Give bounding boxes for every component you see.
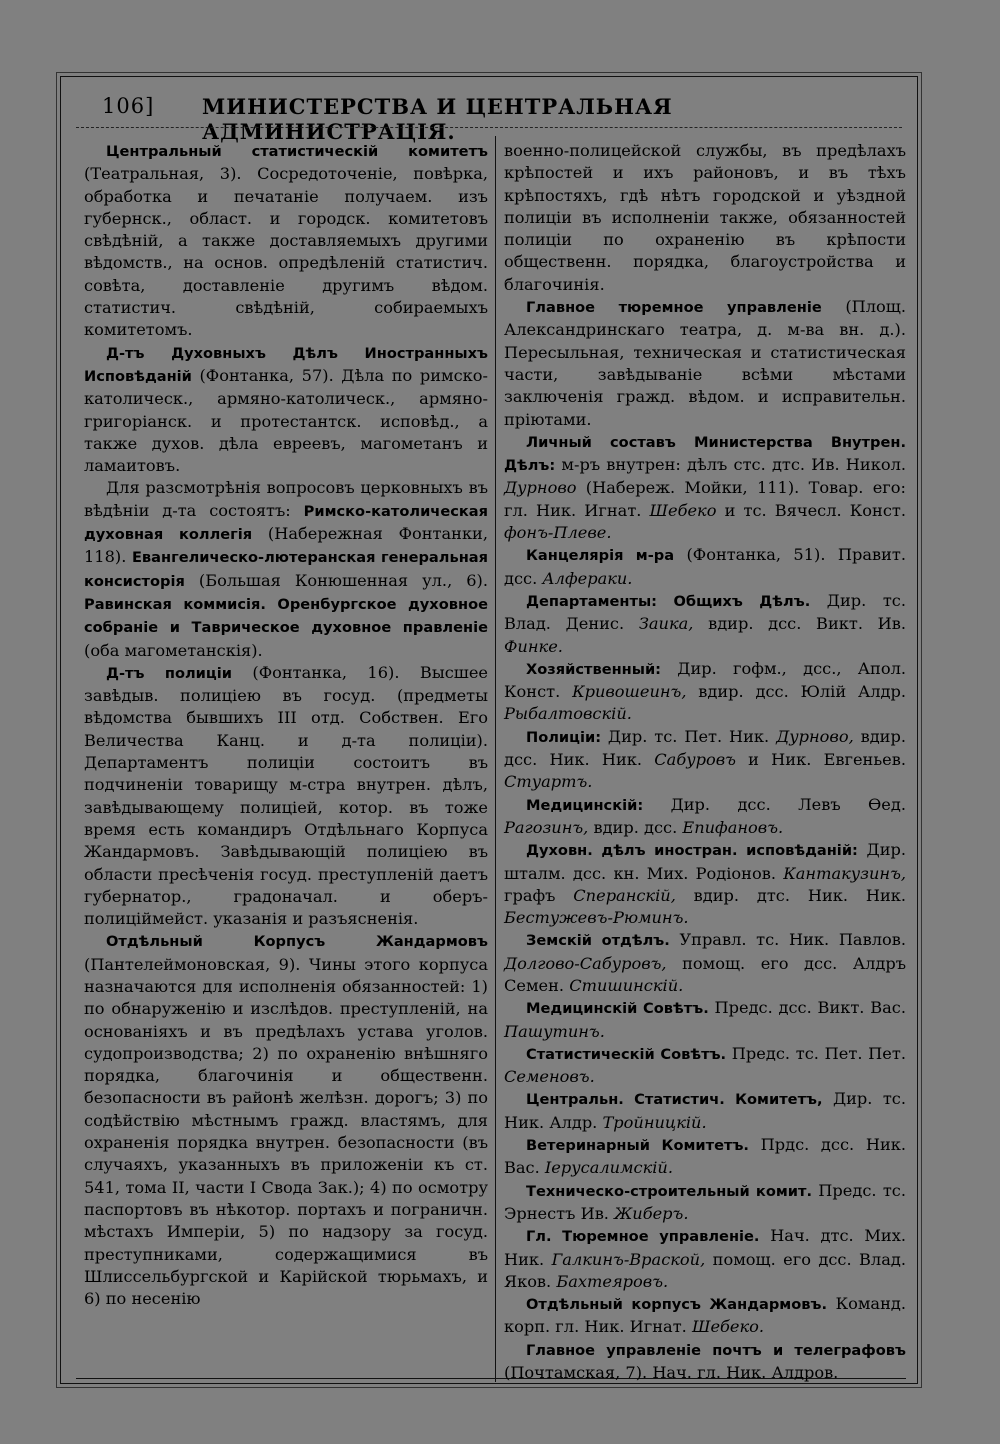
entry-heading: Земскій отдѣлъ.: [526, 932, 670, 950]
person-name: Алфераки.: [542, 568, 633, 588]
entry-heading: Римско-католическая духовная коллегія: [84, 502, 488, 544]
left-column: [84, 140, 488, 1310]
person-name: Іерусалимскій.: [544, 1158, 673, 1178]
column-divider: [495, 136, 496, 1382]
person-name: Дурново: [504, 478, 577, 498]
person-name: Кривошеинъ,: [572, 682, 687, 702]
header-rule: [76, 127, 902, 134]
entry-text: Дир. тс. Ник. Алдр.: [504, 1089, 906, 1132]
person-name: Стуартъ.: [504, 772, 593, 792]
entry-heading: Д-тъ Духовныхъ Дѣлъ Иностранныхъ Исповѣданій: [84, 344, 488, 385]
entry-heading: Хозяйственный:: [526, 660, 662, 678]
page-title: МИНИСТЕРСТВА И ЦЕНТРАЛЬНАЯ АДМИНИСТРАЦІЯ.: [202, 94, 673, 144]
entry-text: вдир. дсс. Ник. Ник.: [504, 726, 906, 770]
entry-text: (Фонтанка, 16). Высшее завѣдыв. полиціею въ госуд. (предметы вѣдомства бывшихъ III отд. Собствен. Его Величества Канц. и д-та полиціи). Департаментъ полиціи состоитъ въ подчиненіи товарищу м-стра внутрен. дѣлъ, завѣдывающему полиціей, котор. въ тоже время есть командиръ Отдѣльнаго Корпуса Жандармовъ. Завѣдывающій полиціею въ области пресѣченія госуд. преступленій даетъ губернатор., градоначал. и оберъ-полиціймейст. указанія и разъясненія.: [84, 662, 488, 929]
entry-heading: Д-тъ полиціи: [106, 664, 232, 682]
entry-heading: Отдѣльный корпусъ Жандармовъ.: [526, 1296, 827, 1314]
entry-text: (оба магометанскія).: [84, 640, 263, 660]
entry-text: (Фонтанка, 51). Правит. дсс.: [504, 545, 906, 588]
right-column: [504, 140, 906, 1384]
entry-text: (Набереж. Мойки, 111). Товар. его: гл. Ник. Игнат.: [504, 478, 906, 520]
person-name: Тройницкій.: [602, 1112, 707, 1132]
paragraph: [504, 1225, 906, 1293]
entry-text: Прдс. дсс. Ник. Вас.: [504, 1135, 906, 1178]
paragraph: [84, 930, 488, 1310]
paragraph: [504, 658, 906, 726]
entry-heading: Статистическій Совѣтъ.: [526, 1045, 727, 1063]
entry-heading: Центральн. Статистич. Комитетъ,: [526, 1091, 823, 1109]
entry-heading: Медицинскій Совѣтъ.: [526, 1000, 709, 1018]
person-name: Шебеко: [649, 500, 717, 520]
paragraph: [504, 544, 906, 590]
person-name: Жиберъ.: [614, 1203, 689, 1223]
paragraph: [504, 997, 906, 1043]
person-name: Пашутинъ.: [504, 1021, 605, 1041]
entry-text: Дир. тс. Влад. Денис.: [504, 590, 906, 634]
entry-text: и тс. Вячесл. Конст.: [716, 500, 906, 520]
entry-text: помощ. его дсс. Влад. Яков.: [504, 1249, 906, 1291]
paragraph: [84, 662, 488, 931]
person-name: Финке.: [504, 636, 563, 656]
person-name: Епифановъ.: [682, 817, 784, 837]
paragraph: [504, 1088, 906, 1134]
person-name: Сперанскій,: [573, 885, 676, 905]
paragraph: [84, 477, 488, 661]
paragraph: [84, 342, 488, 478]
entry-heading: Центральный статистическій комитетъ: [106, 143, 488, 160]
entry-text: Предс. тс. Эрнестъ Ив.: [504, 1180, 906, 1223]
entry-heading: Медицинскій:: [526, 796, 644, 814]
paragraph: [504, 726, 906, 794]
entry-text: вдир. дтс. Ник. Ник.: [675, 885, 907, 905]
person-name: Заика,: [638, 614, 694, 634]
paragraph: [504, 431, 906, 544]
person-name: Сабуровъ: [654, 750, 736, 770]
entry-heading: Духовн. дѣлъ иностран. исповѣданій:: [526, 842, 858, 860]
entry-heading: Гл. Тюремное управленіе.: [526, 1228, 760, 1246]
person-name: Галкинъ-Враской,: [551, 1249, 706, 1269]
person-name: Рагозинъ,: [504, 817, 589, 837]
entry-text: Предс. дсс. Викт. Вас.: [708, 998, 906, 1018]
page-header: [102, 94, 902, 144]
person-name: Стишинскій.: [569, 975, 684, 995]
paragraph: [504, 1043, 906, 1089]
entry-text: м-ръ внутрен: дѣлъ стс. дтс. Ив. Никол.: [555, 455, 906, 475]
entry-text: Дир. дсс. Левъ Ѳед.: [643, 794, 906, 814]
entry-text: и Ник. Евгеньев.: [735, 750, 906, 770]
paragraph: [504, 296, 906, 431]
person-name: Бахтеяровъ.: [556, 1271, 669, 1291]
page-number: 106]: [102, 94, 155, 118]
entry-text: Команд. корп. гл. Ник. Игнат.: [504, 1294, 906, 1337]
entry-text: (Пантелеймоновская, 9). Чины этого корпуса назначаются для исполненія обязанностей: 1) по обнаруженію и изслѣдов. преступленій, на основаніяхъ и въ предѣлахъ устава уголов. судопроизводства; 2) по охраненію внѣшняго порядка, благочинія и общественн. безопасности въ районѣ желѣзн. дорогъ; 3) по содѣйствію мѣстнымъ гражд. властямъ, для охраненія порядка внутрен. безопасности (въ случаяхъ, указанныхъ въ приложеніи къ ст. 541, тома II, части I Свода Зак.); 4) по осмотру паспортовъ въ нѣкотор. портахъ и пограничн. мѣстахъ Имперіи, 5) по надзору за госуд. преступниками, содержащимися въ Шлиссельбургской и Карійской тюрьмахъ, и 6) по несенію: [84, 954, 488, 1309]
entry-heading: Канцелярія м-ра: [526, 547, 675, 565]
paragraph: [504, 140, 906, 296]
person-name: Бестужевъ-Рюминъ.: [504, 908, 689, 928]
entry-text: Дир. гофм., дсс., Апол. Конст.: [504, 658, 906, 702]
entry-heading: Ветеринарный Комитетъ.: [526, 1137, 749, 1155]
paragraph: [504, 1293, 906, 1339]
entry-text: Предс. тс. Пет. Пет.: [726, 1043, 906, 1063]
paragraph: [504, 1180, 906, 1226]
entry-text: вдир. дсс. Юлій Алдр.: [686, 682, 906, 702]
person-name: Долгово-Сабуровъ,: [504, 953, 667, 973]
entry-heading: Главное управленіе почтъ и телеграфовъ: [526, 1341, 906, 1359]
entry-heading: Полиціи:: [526, 728, 602, 746]
entry-text: вдир. дсс.: [588, 817, 683, 837]
person-name: Рыбалтовскій.: [504, 704, 632, 724]
entry-text: Управл. тс. Ник. Павлов.: [669, 930, 906, 950]
entry-text: помощ. его дсс. Алдръ Семен.: [504, 953, 906, 995]
entry-heading: Равинская коммисія. Оренбургское духовное собраніе и Таврическое духовное правленіе: [84, 595, 488, 637]
person-name: Семеновъ.: [504, 1067, 595, 1087]
entry-text: (Площ. Александринскаго театра, д. м-ва вн. д.). Пересыльная, техническая и статистическая части, завѣдываніе всѣми мѣстами заключенія гражд. вѣдом. и исправительн. пріютами.: [504, 297, 906, 429]
entry-text: Для разсмотрѣнія вопросовъ церковныхъ въ вѣдѣніи д-та состоятъ:: [84, 478, 488, 520]
paragraph: [504, 1134, 906, 1180]
entry-text: (Большая Конюшенная ул., 6).: [184, 570, 488, 590]
paragraph: [504, 1339, 906, 1385]
paragraph: [504, 839, 906, 929]
entry-heading: Техническо-строительный комит.: [526, 1182, 813, 1200]
paragraph: [504, 929, 906, 997]
person-name: Шебеко.: [691, 1317, 765, 1337]
entry-text: военно-полицейской службы, въ предѣлахъ крѣпостей и ихъ районовъ, и въ тѣхъ крѣпостяхъ, гдѣ нѣтъ городской и уѣздной полиціи въ исполненіи также, обязанностей полиціи по охраненію въ крѣпости общественн. порядка, благоустройства и благочинія.: [504, 141, 906, 294]
entry-text: Нач. дтс. Мих. Ник.: [504, 1226, 906, 1269]
entry-text: Дир. шталм. дсс. кн. Мих. Родіонов.: [504, 840, 907, 883]
paragraph: [504, 590, 906, 658]
paragraph: [84, 140, 488, 342]
entry-heading: Департаменты: Общихъ Дѣлъ.: [526, 592, 811, 610]
entry-heading: Главное тюремное управленіе: [526, 299, 822, 317]
entry-text: (Театральная, 3). Сосредоточеніе, повѣрка, обработка и печатаніе получаем. изъ губернск., област. и городск. комитетовъ свѣдѣній, а также доставляемыхъ другими вѣдомств., на основ. опредѣленій статистич. совѣта, доставленіе другимъ вѣдом. статистич. свѣдѣній, собираемыхъ комитетомъ.: [84, 164, 488, 340]
person-name: фонъ-Плеве.: [504, 523, 612, 543]
entry-heading: Евангелическо-лютеранская генеральная консисторія: [84, 549, 488, 590]
entry-text: вдир. дсс. Викт. Ив.: [693, 614, 907, 634]
entry-text: (Почтамская, 7). Нач. гл. Ник. Алдров.: [504, 1363, 839, 1383]
entry-text: Дир. тс. Пет. Ник.: [601, 726, 777, 746]
entry-text: (Фонтанка, 57). Дѣла по римско-католическ., армяно-католическ., армяно-григоріанск. и протестантск. исповѣд., а также духов. дѣла евреевъ, магометанъ и ламаитовъ.: [84, 365, 488, 476]
person-name: Дурново,: [776, 726, 854, 746]
entry-heading: Отдѣльный Корпусъ Жандармовъ: [106, 933, 488, 951]
entry-text: (Набережная Фонтанки, 118).: [84, 524, 488, 567]
entry-text: графъ: [504, 885, 574, 905]
person-name: Кантакузинъ,: [783, 863, 906, 883]
entry-heading: Личный составъ Министерства Внутрен. Дѣлъ:: [504, 433, 906, 475]
paragraph: [504, 794, 906, 840]
